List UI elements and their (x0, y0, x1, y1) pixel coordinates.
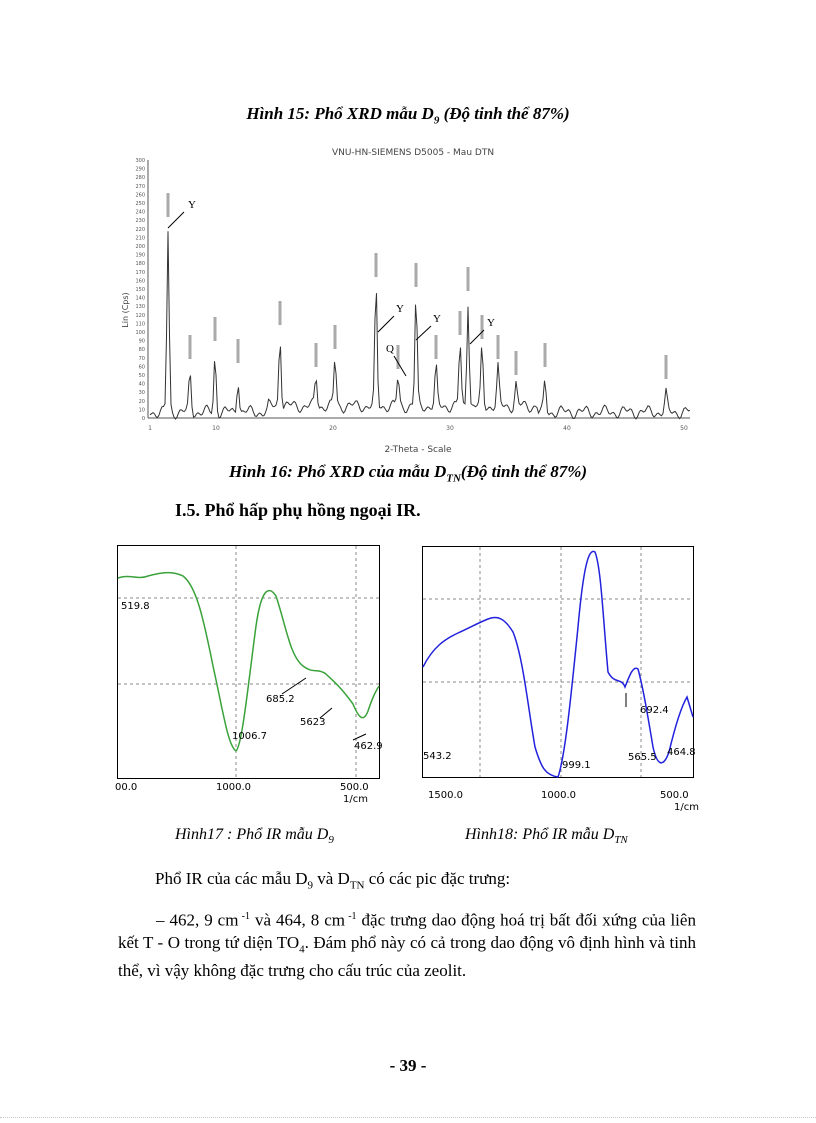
ir2-xtick-2: 500.0 (660, 790, 689, 801)
xrd-x-axis-label: 2-Theta - Scale (384, 445, 452, 455)
figure-17-caption: Hình17 : Phổ IR mẫu $D_9$ (175, 826, 334, 847)
xrd-peak-tag (189, 335, 192, 359)
ir2-unit: 1/cm (674, 802, 699, 813)
xrd-y-axis-label: Lin (Cps) (121, 292, 130, 328)
ir1-label-685: 685.2 (266, 694, 295, 705)
xrd-y-tick-label: 40 (138, 381, 145, 388)
xrd-y-tick-label: 130 (135, 304, 145, 311)
xrd-y-tick-label: 180 (135, 261, 145, 268)
xrd-title: VNU-HN-SIEMENS D5005 - Mau DTN (331, 148, 495, 158)
xrd-peak-tag (435, 335, 438, 359)
xrd-y-tick-label: 80 (138, 347, 145, 354)
xrd-y-tick-label: 280 (135, 175, 145, 182)
xrd-y-tick-label: 60 (138, 364, 145, 371)
xrd-y-tick-label: 270 (135, 183, 145, 190)
xrd-plot (118, 140, 696, 458)
xrd-spectrum-line (150, 231, 690, 419)
xrd-y-tick-label: 240 (135, 209, 145, 216)
xrd-mark-y1: Y (188, 199, 196, 211)
ir1-xtick-2: 500.0 (340, 782, 369, 793)
figure-18-caption: Hình18: Phổ IR mẫu $D_{TN}$ (465, 826, 628, 847)
xrd-peak-tag (315, 343, 318, 367)
xrd-y-tick-label: 90 (138, 338, 145, 345)
ir1-xtick-0: 00.0 (115, 782, 138, 793)
xrd-chart (118, 140, 696, 458)
ir2-label-565: 565.5 (628, 752, 657, 763)
ir-plot-d9 (118, 546, 383, 778)
xrd-y-tick-label: 260 (135, 192, 145, 199)
xrd-peak-tag (481, 315, 484, 339)
xrd-peak-tag (665, 355, 668, 379)
xrd-mark-y3: Y (433, 313, 441, 325)
xrd-y-tick-label: 140 (135, 295, 145, 302)
ir2-xtick-1: 1000.0 (541, 790, 576, 801)
xrd-peak-tag (415, 263, 418, 287)
section-heading: I.5. Phổ hấp phụ hồng ngoại IR. (175, 500, 421, 520)
xrd-mark-y2: Y (396, 303, 404, 315)
xrd-mark-y4: Y (487, 317, 495, 329)
xrd-y-tick-label: 20 (138, 398, 145, 405)
ir2-label-464: 464.8 (667, 747, 696, 758)
ir2-xtick-0: 1500.0 (428, 790, 463, 801)
ir-dtn-spectrum-line (423, 551, 693, 777)
xrd-y-tick-label: 10 (138, 407, 145, 414)
ir-plot-dtn (423, 547, 696, 777)
ir2-label-543: 543.2 (423, 751, 452, 762)
ir1-xtick-1: 1000.0 (216, 782, 251, 793)
ir-chart-dtn (422, 546, 694, 778)
xrd-x-tick-label: 40 (563, 425, 571, 432)
figure-15-caption: Hình 15: Phổ XRD mẫu $D_9$ (Độ tinh thể 87%) (246, 104, 570, 127)
ir-d9-spectrum-line (118, 573, 379, 751)
xrd-y-tick-label: 250 (135, 201, 145, 207)
xrd-peak-tag (459, 311, 462, 335)
ir1-label-5623: 5623 (300, 717, 326, 728)
ir2-label-999: 999.1 (562, 760, 591, 771)
ir-chart-d9 (117, 545, 383, 779)
xrd-x-tick-label: 10 (212, 425, 220, 432)
xrd-peak-tag (497, 335, 500, 359)
ir1-unit: 1/cm (343, 794, 368, 805)
xrd-y-tick-label: 120 (135, 312, 145, 319)
ir1-label-519: 519.8 (121, 601, 150, 612)
xrd-peak-tag (334, 325, 337, 349)
ir2-label-692: 692.4 (640, 705, 669, 716)
xrd-y-tick-label: 230 (135, 218, 145, 225)
xrd-y-tick-label: 170 (135, 269, 145, 276)
xrd-peak-tag (397, 345, 400, 369)
paragraph-ir-intro: Phổ IR của các mẫu $D_9$ và $D_{TN}$ có các pic đặc trưng: (155, 869, 511, 892)
xrd-peak-tag (279, 301, 282, 325)
xrd-peak-tag (467, 267, 470, 291)
xrd-peak-tag (214, 317, 217, 341)
xrd-peak-tag (515, 351, 518, 375)
xrd-y-tick-label: 70 (138, 355, 145, 362)
xrd-y-tick-label: 220 (135, 226, 145, 233)
xrd-x-tick-label: 20 (329, 425, 337, 432)
xrd-y-tick-label: 100 (135, 330, 145, 336)
xrd-y-tick-label: 0 (141, 416, 145, 422)
xrd-y-tick-label: 150 (135, 287, 145, 293)
ir1-label-1006: 1006.7 (232, 731, 267, 742)
xrd-y-tick-label: 210 (135, 235, 145, 242)
xrd-peak-tag (544, 343, 547, 367)
xrd-y-tick-label: 290 (135, 166, 145, 173)
xrd-peak-tag (237, 339, 240, 363)
figure-16-caption: Hình 16: Phổ XRD của mẫu $D_{TN}(Độ$ tinh thể 87%) (228, 462, 588, 485)
xrd-mark-q: Q (386, 343, 394, 355)
xrd-peak-tag (167, 193, 170, 217)
xrd-x-tick-label: 50 (680, 425, 688, 432)
xrd-y-tick-label: 110 (135, 321, 145, 328)
xrd-y-tick-label: 30 (138, 390, 145, 397)
xrd-y-tick-label: 300 (135, 158, 145, 164)
xrd-x-tick-label: 30 (446, 425, 454, 432)
xrd-y-tick-label: 50 (138, 373, 145, 379)
xrd-y-tick-label: 200 (135, 244, 145, 250)
footer-dotted-rule (0, 1117, 816, 1118)
ir1-label-462: 462.9 (354, 741, 383, 752)
xrd-y-tick-label: 160 (135, 278, 145, 285)
page-number: - 39 - (389, 1056, 427, 1075)
xrd-peak-tag (375, 253, 378, 277)
xrd-x-tick-label: 1 (148, 425, 152, 432)
xrd-y-tick-label: 190 (135, 252, 145, 259)
paragraph-ir-bands: – 462, 9 cm $^{-1}$ và 464, 8 cm $^{-1}$ đặc trưng dao động hoá trị bất đối xứng của liên kết T - O trong tứ diện $TO_4$. Đám phổ này có cả trong dao động vô định hình và tinh thể, vì vậy không đặc trưng cho cấu trúc của zeolit. (118, 910, 696, 981)
